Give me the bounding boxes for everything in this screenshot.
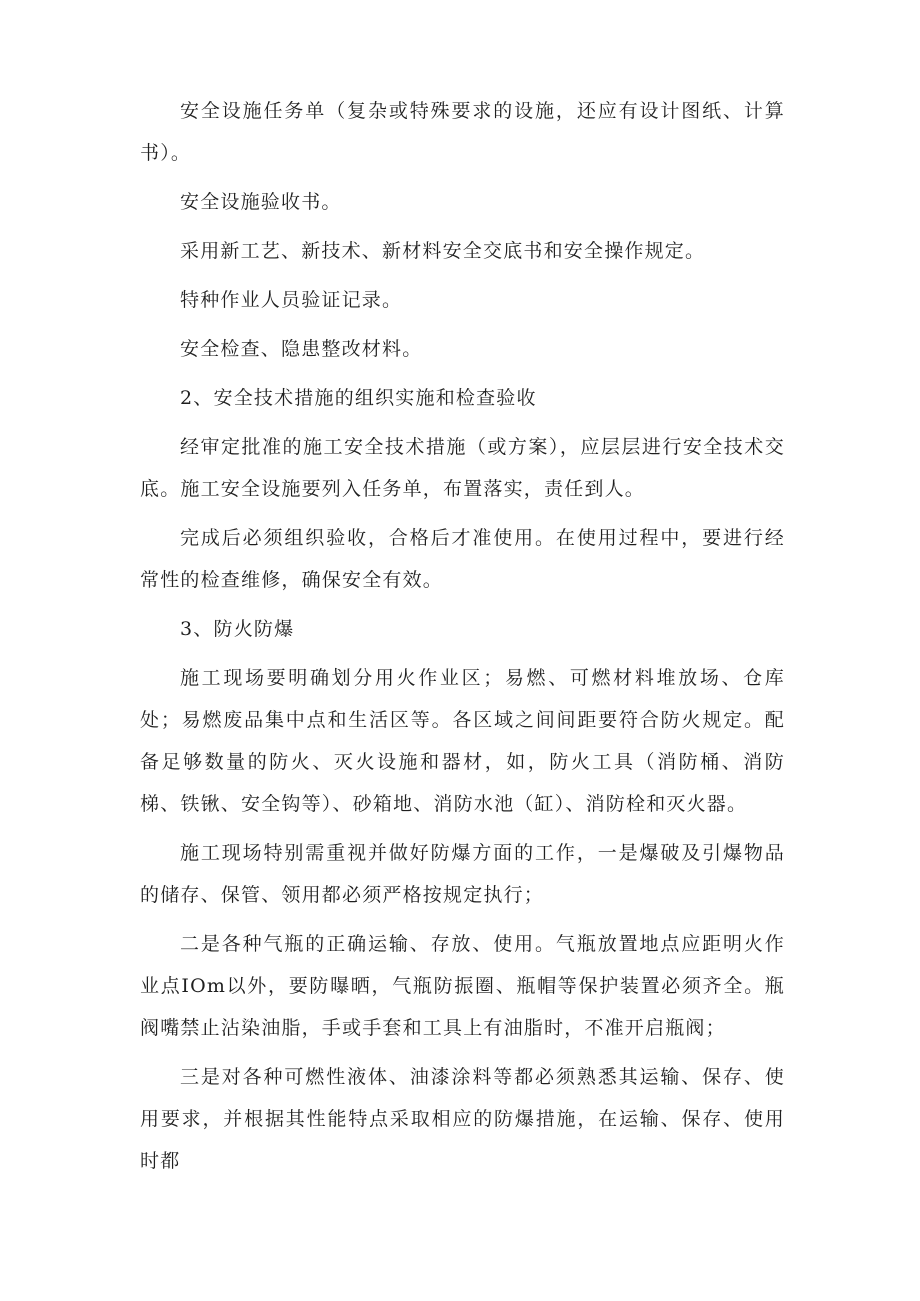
paragraph-acceptance-maintenance: 完成后必须组织验收，合格后才准使用。在使用过程中，要进行经常性的检查维修，确保安全有效。 bbox=[140, 527, 785, 591]
paragraph-fire-zones: 施工现场要明确划分用火作业区；易燃、可燃材料堆放场、仓库处；易燃废品集中点和生活区等。各区域之间间距要符合防火规定。配备足够数量的防火、灭火设施和器材，如，防火工具（消防桶、消防梯、铁锹、安全钩等）、砂箱地、消防水池（缸）、消防栓和灭火器。 bbox=[140, 667, 785, 815]
document-body bbox=[140, 90, 785, 1189]
paragraph-new-technology-briefing: 采用新工艺、新技术、新材料安全交底书和安全操作规定。 bbox=[180, 240, 706, 262]
section-heading-fire-explosion: 3、防火防爆 bbox=[180, 618, 295, 640]
paragraph-inspection-materials: 安全检查、隐患整改材料。 bbox=[180, 338, 423, 360]
paragraph-approved-measures: 经审定批准的施工安全技术措施（或方案），应层层进行安全技术交底。施工安全设施要列入任务单，布置落实，责任到人。 bbox=[140, 436, 785, 500]
paragraph-safety-task-list: 安全设施任务单（复杂或特殊要求的设施，还应有设计图纸、计算书）。 bbox=[140, 100, 785, 164]
paragraph-explosion-prevention: 施工现场特别需重视并做好防爆方面的工作，一是爆破及引爆物品的储存、保管、领用都必须严格按规定执行； bbox=[140, 842, 785, 906]
paragraph-flammable-liquids: 三是对各种可燃性液体、油漆涂料等都必须熟悉其运输、保存、使用要求，并根据其性能特点采取相应的防爆措施，在运输、保存、使用时都 bbox=[140, 1066, 785, 1172]
paragraph-safety-acceptance: 安全设施验收书。 bbox=[180, 191, 342, 213]
paragraph-special-personnel-record: 特种作业人员验证记录。 bbox=[180, 289, 403, 311]
paragraph-gas-cylinders: 二是各种气瓶的正确运输、存放、使用。气瓶放置地点应距明火作业点IOm以外，要防曝晒，气瓶防振圈、瓶帽等保护装置必须齐全。瓶阀嘴禁止沾染油脂，手或手套和工具上有油脂时，不准开启瓶阀； bbox=[140, 933, 785, 1039]
section-heading-implementation: 2、安全技术措施的组织实施和检查验收 bbox=[180, 387, 537, 409]
